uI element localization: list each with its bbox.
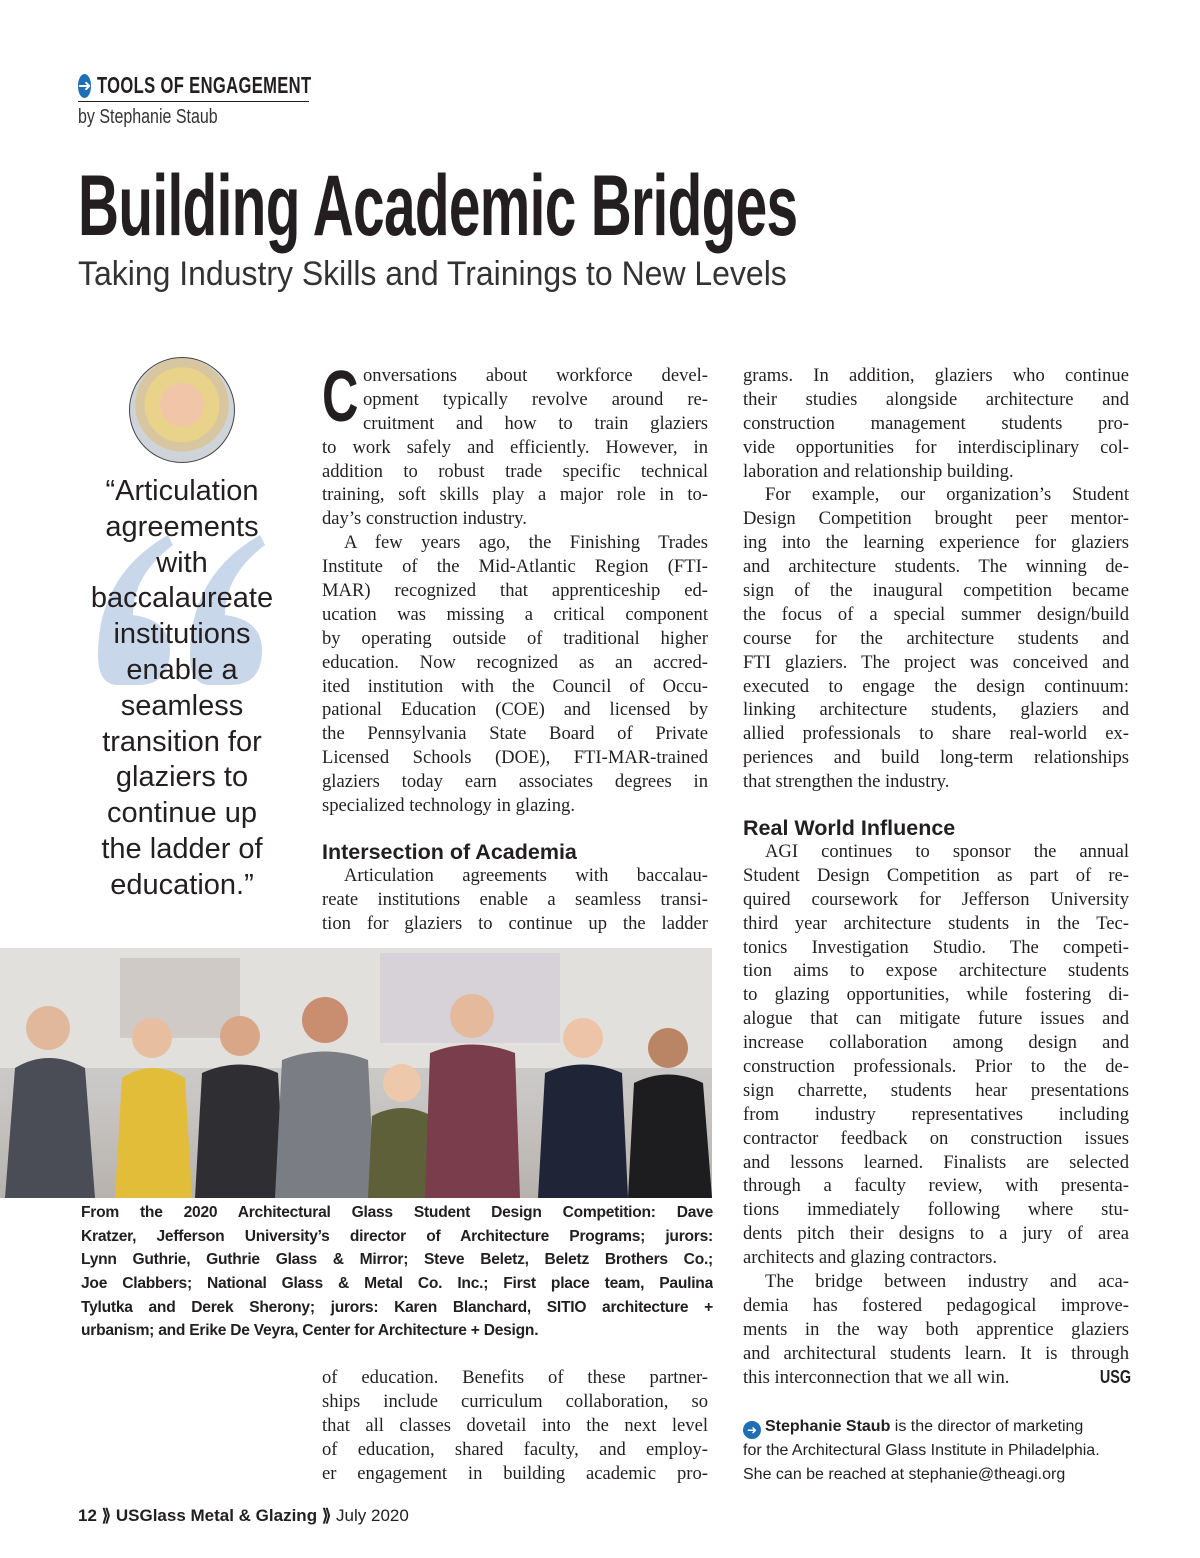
text-line: course for the architecture students and — [743, 627, 1129, 649]
text-line: specialized technology in glazing. — [322, 795, 575, 817]
text-line: that all classes dovetail into the next level — [322, 1414, 708, 1436]
text-line: grams. In addition, glaziers who continue — [743, 365, 1129, 386]
text-line: Student Design Competition as part of re- — [743, 864, 1129, 886]
author-name: Stephanie Staub — [765, 1418, 891, 1435]
text-line: glaziers today earn associates degrees in — [322, 771, 708, 793]
caption-line: Kratzer, Jefferson University’s director of Architecture Programs; jurors: — [81, 1227, 713, 1245]
text-line: ing into the learning experience for glaziers — [743, 532, 1129, 554]
text-line: MAR) recognized that apprenticeship ed- — [322, 580, 708, 602]
pull-quote-line: enable a — [126, 653, 238, 686]
text-line: to work safely and efficiently. However, in — [322, 436, 708, 458]
drop-cap: C — [322, 357, 359, 437]
caption-line: Lynn Guthrie, Guthrie Glass & Mirror; Steve Beletz, Beletz Brothers Co.; — [81, 1251, 713, 1269]
publication-name: USGlass Metal & Glazing — [115, 1506, 318, 1525]
column-1-continuation — [322, 1366, 708, 1485]
text-line: Licensed Schools (DOE), FTI-MAR-trained — [322, 747, 708, 769]
text-line: sign charrette, students hear presentations — [743, 1079, 1129, 1101]
text-line: of education. Benefits of these partner- — [322, 1367, 708, 1388]
text-line: vide opportunities for interdisciplinary col- — [743, 436, 1129, 458]
column-1-body — [322, 357, 708, 818]
text-line: Design Competition brought peer mentor- — [743, 508, 1129, 530]
text-line: demia has fostered pedagogical improve- — [743, 1294, 1129, 1316]
text-line: to glazing opportunities, while fostering di- — [743, 984, 1129, 1006]
column-2-body — [743, 364, 1129, 794]
separator: ⟫ — [101, 1506, 112, 1525]
text-line: quired coursework for Jefferson University — [743, 888, 1129, 910]
page-number: 12 — [78, 1506, 97, 1525]
text-line: tonics Investigation Studio. The competi- — [743, 936, 1129, 958]
text-line: construction management students pro- — [743, 412, 1129, 434]
text-line: construction professionals. Prior to the de- — [743, 1056, 1129, 1078]
text-line: The bridge between industry and aca- — [765, 1271, 1129, 1293]
pull-quote — [80, 474, 284, 904]
author-bio — [743, 1415, 1133, 1486]
section-heading: Intersection of Academia — [322, 840, 577, 864]
text-line: the Pennsylvania State Board of Private — [322, 723, 708, 745]
text-line: pational Education (COE) and licensed by — [322, 699, 708, 721]
column-2-body-2 — [743, 840, 1132, 1389]
text-line: and architectural students learn. It is through — [743, 1342, 1129, 1364]
separator: ⟫ — [321, 1506, 332, 1525]
text-line: by operating outside of traditional higher — [322, 627, 708, 649]
arrow-right-circle-icon: ➜ — [743, 1421, 761, 1439]
pull-quote-line: glaziers to — [115, 761, 249, 794]
text-line: increase collaboration among design and — [743, 1032, 1129, 1054]
text-line: For example, our organization’s Student — [765, 484, 1129, 506]
text-line: tion for glaziers to continue up the ladder — [322, 912, 708, 934]
text-line: sign of the inaugural competition became — [743, 580, 1129, 602]
text-line: alogue that can mitigate future issues and — [743, 1008, 1129, 1030]
text-line: laboration and relationship building. — [743, 460, 1014, 482]
pull-quote-line: institutions — [113, 618, 251, 651]
text-line: ships include curriculum collaboration, so — [322, 1390, 708, 1412]
arrow-right-circle-icon: ➜ — [78, 74, 91, 98]
text-line: addition to robust trade specific technical — [322, 460, 708, 482]
caption-line: urbanism; and Erike De Veyra, Center for Architecture + Design. — [81, 1322, 539, 1340]
byline: by Stephanie Staub — [78, 106, 218, 128]
text-line: er engagement in building academic pro- — [322, 1462, 708, 1484]
text-line: of education, shared faculty, and employ- — [322, 1438, 708, 1460]
text-line: architects and glazing contractors. — [743, 1247, 998, 1269]
text-line: that strengthen the industry. — [743, 771, 950, 793]
text-line: opment typically revolve around re- — [363, 388, 708, 410]
column-1-body-2 — [322, 864, 708, 936]
bio-contact: She can be reached at stephanie@theagi.org — [743, 1465, 1066, 1483]
photo-caption — [81, 1201, 713, 1343]
text-line: reate institutions enable a seamless transi- — [322, 888, 708, 910]
text-line: dents pitch their designs to a jury of area — [743, 1223, 1129, 1245]
text-line: from industry representatives including — [743, 1103, 1129, 1125]
text-line: their studies alongside architecture and — [743, 388, 1129, 410]
text-line: AGI continues to sponsor the annual — [765, 841, 1129, 862]
text-line: tions immediately following where stu- — [743, 1199, 1129, 1221]
text-line: cruitment and how to train glaziers — [363, 412, 708, 434]
text-line: training, soft skills play a major role in to- — [322, 484, 708, 506]
text-line: Articulation agreements with baccalau- — [344, 865, 708, 886]
text-line: onversations about workforce devel- — [363, 365, 708, 386]
text-line: contractor feedback on construction issues — [743, 1127, 1129, 1149]
text-line: A few years ago, the Finishing Trades — [344, 532, 708, 554]
text-line: third year architecture students in the Tec- — [743, 912, 1129, 934]
text-line: allied professionals to share real-world ex- — [743, 723, 1129, 745]
pull-quote-line: with — [156, 546, 208, 579]
end-mark: USG — [1099, 1367, 1132, 1387]
caption-line: From the 2020 Architectural Glass Student Design Competition: Dave — [81, 1204, 713, 1221]
text-line: ments in the way both apprentice glaziers — [743, 1318, 1129, 1340]
author-avatar — [129, 357, 235, 463]
pull-quote-line: education.” — [110, 868, 254, 901]
pull-quote-line: transition for — [102, 725, 262, 758]
text-line: ited institution with the Council of Occu- — [322, 675, 708, 697]
pull-quote-line: agreements — [105, 510, 259, 543]
text-line: FTI glaziers. The project was conceived and — [743, 651, 1129, 673]
page-footer — [78, 1505, 409, 1527]
pull-quote-line: seamless — [120, 689, 244, 722]
text-line: ucation was missing a critical component — [322, 603, 708, 625]
text-line: linking architecture students, glaziers and — [743, 699, 1129, 721]
issue-date: July 2020 — [336, 1506, 409, 1525]
pull-quote-line: the ladder of — [101, 832, 263, 865]
text-line: Institute of the Mid-Atlantic Region (FTI- — [322, 556, 708, 578]
text-line: the focus of a special summer design/build — [743, 603, 1129, 625]
group-photo — [0, 948, 712, 1198]
text-line: and lessons learned. Finalists are selected — [743, 1151, 1129, 1173]
text-line: this interconnection that we all win. — [743, 1366, 1010, 1388]
bio-text: for the Architectural Glass Institute in Philadelphia. — [743, 1442, 1100, 1459]
caption-line: Joe Clabbers; National Glass & Metal Co. Inc.; First place team, Paulina — [81, 1275, 713, 1293]
text-line: education. Now recognized as an accred- — [322, 651, 708, 673]
pull-quote-line: continue up — [107, 797, 257, 830]
section-heading: Real World Influence — [743, 816, 956, 840]
caption-line: Tylutka and Derek Sherony; jurors: Karen Blanchard, SITIO architecture + — [81, 1298, 713, 1316]
pull-quote-line: “Articulation — [105, 475, 259, 507]
text-line: executed to engage the design continuum: — [743, 675, 1129, 697]
section-label: TOOLS OF ENGAGEMENT — [97, 72, 312, 98]
pull-quote-line: baccalaureate — [90, 582, 274, 615]
article-title: Building Academic Bridges — [78, 158, 798, 254]
article-subtitle: Taking Industry Skills and Trainings to New Levels — [78, 255, 787, 293]
text-line: day’s construction industry. — [322, 508, 527, 530]
text-line: and architecture students. The winning de- — [743, 556, 1129, 578]
bio-text: is the director of marketing — [890, 1418, 1084, 1435]
section-header — [78, 70, 312, 102]
text-line: tion aims to expose architecture students — [743, 960, 1129, 982]
text-line: periences and build long-term relationships — [743, 747, 1129, 769]
text-line: through a faculty review, with presenta- — [743, 1175, 1129, 1197]
